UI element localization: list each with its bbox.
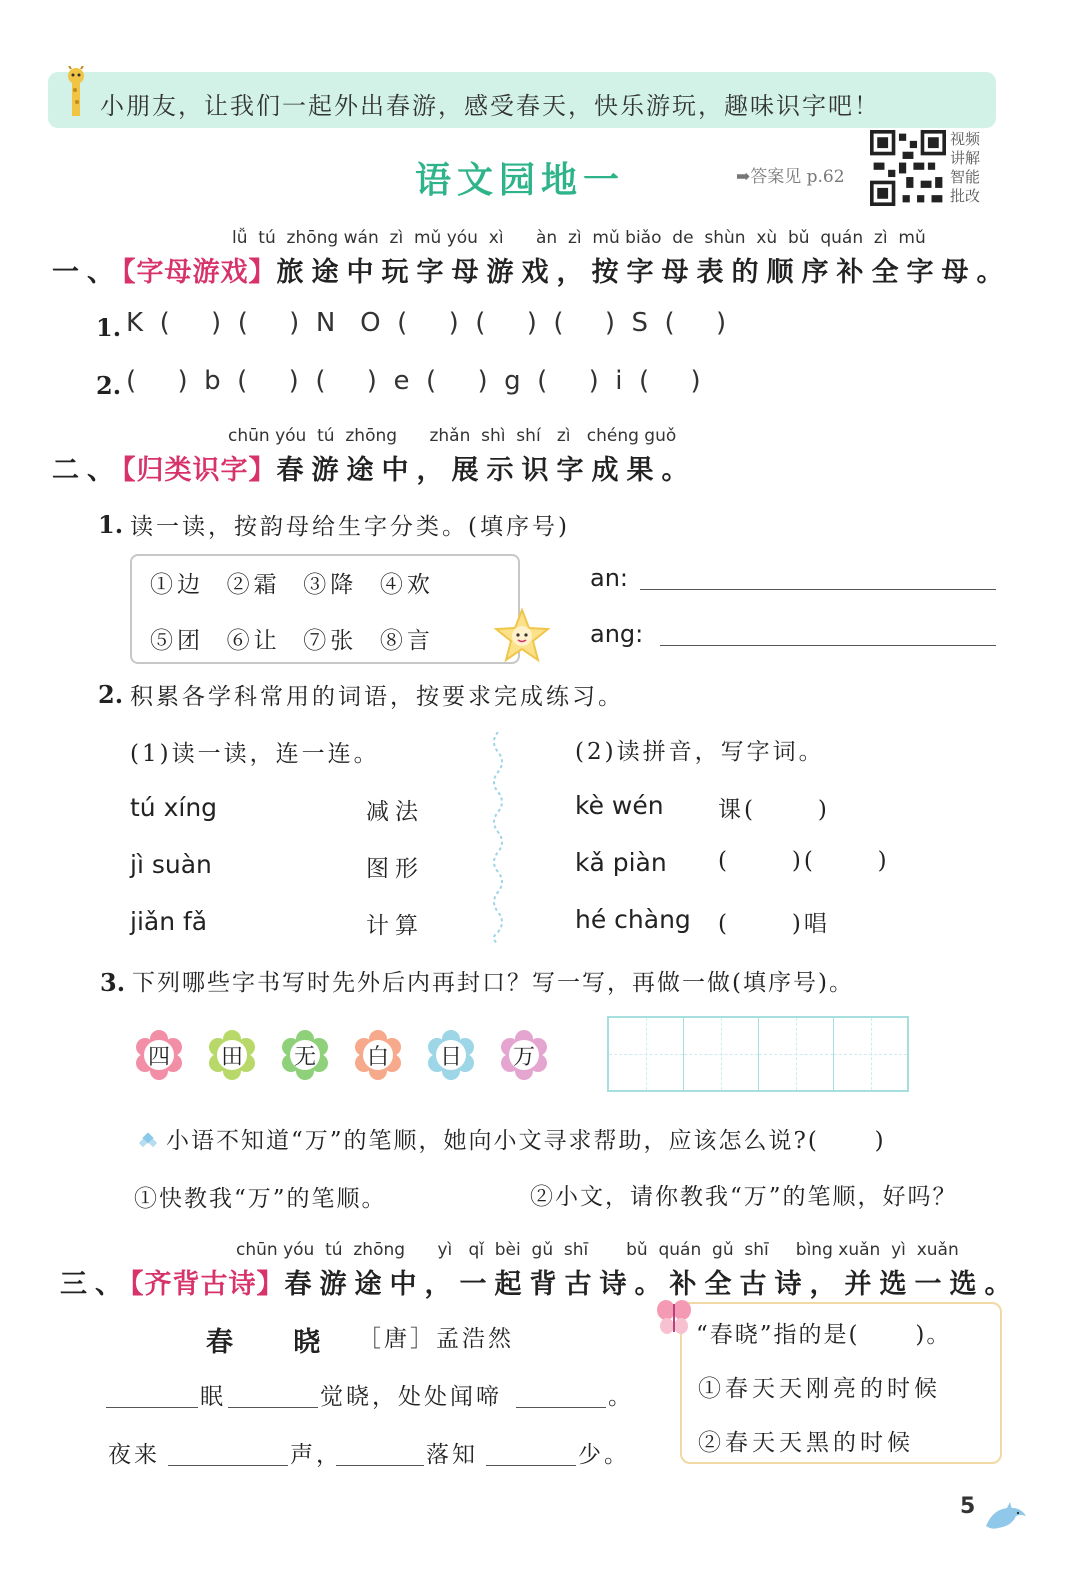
poem-blank-5[interactable] — [336, 1465, 424, 1466]
qr-label: 视频讲解 智能批改 — [950, 130, 981, 205]
q2-part1-heading: (1)读一读，连一连。 — [130, 741, 380, 767]
letter-row-1[interactable]: K ( ) ( ) N O ( ) ( ) ( ) S ( ) — [126, 308, 727, 338]
row1-number: 1. — [96, 313, 122, 342]
section2-number: 二、 — [52, 455, 122, 486]
butterfly-icon — [656, 1298, 692, 1336]
flower-ri[interactable]: 日 — [426, 1030, 476, 1084]
flower-tian[interactable]: 田 — [207, 1030, 257, 1084]
poem-line2-part2: 声， — [290, 1442, 342, 1468]
choice-option-2[interactable]: ②春天天黑的时候 — [698, 1430, 914, 1456]
poem-blank-2[interactable] — [228, 1407, 318, 1408]
q3-text: 下列哪些字书写时先外后内再封口？写一写，再做一做(填序号)。 — [132, 970, 854, 996]
ang-label: ang: — [590, 620, 644, 648]
section3-heading — [60, 1262, 1020, 1301]
answer-reference: ➡答案见 p.62 — [736, 167, 845, 187]
pinyin-kewen: kè wén — [575, 791, 664, 820]
pinyin-jianfa[interactable]: jiǎn fǎ — [130, 907, 208, 936]
page-title: 语文园地一 — [415, 160, 626, 201]
poem-blank-1[interactable] — [106, 1407, 198, 1408]
dolphin-icon — [984, 1500, 1028, 1534]
poem-line1-part3: 。 — [608, 1384, 634, 1410]
poem-line1-part1: 眠 — [200, 1384, 226, 1410]
poem-blank-6[interactable] — [486, 1465, 576, 1466]
poem-line2-part3: 落知 — [426, 1442, 478, 1468]
row2-number: 2. — [96, 371, 122, 400]
flower-characters — [134, 1030, 564, 1090]
grid-cell[interactable] — [684, 1018, 759, 1090]
an-answer-line[interactable] — [640, 589, 996, 590]
choice-question: “春晓”指的是( )。 — [696, 1322, 952, 1348]
q1-number: 1. — [98, 510, 124, 539]
q1-text: 读一读，按韵母给生字分类。(填序号) — [130, 514, 570, 540]
poem-line1-part2: 觉晓，处处闻啼 — [320, 1384, 502, 1410]
diamond-bullet-icon — [138, 1132, 158, 1152]
pinyin-hechang: hé chàng — [575, 905, 691, 934]
poem-line2-part1: 夜来 — [108, 1442, 160, 1468]
poem-title: 春 晓 — [206, 1327, 329, 1358]
character-row-1: ①边 ②霜 ③降 ④欢 — [150, 572, 434, 598]
grid-cell[interactable] — [834, 1018, 907, 1090]
section2-text: 春游途中，展示识字成果。 — [276, 455, 697, 486]
option-2[interactable]: ②小文，请你教我“万”的笔顺，好吗？ — [530, 1184, 958, 1210]
section2-pinyin: chūn yóu tú zhōng zhǎn shì shí zì chéng guǒ — [228, 426, 677, 446]
flower-wan[interactable]: 万 — [499, 1030, 549, 1084]
section1-heading — [52, 250, 1012, 289]
section1-number: 一、 — [52, 257, 122, 288]
writing-grid[interactable] — [607, 1016, 909, 1092]
section1-pinyin: lǚ tú zhōng wán zì mǔ yóu xì àn zì mǔ biǎo de shùn xù bǔ quán zì mǔ — [232, 228, 926, 248]
fill-kewen[interactable]: 课( ) — [718, 797, 830, 823]
fill-hechang[interactable]: ( )唱 — [718, 911, 830, 937]
option-1[interactable]: ①快教我“万”的笔顺。 — [134, 1186, 387, 1212]
star-mascot-icon — [494, 608, 550, 664]
section1-text: 旅途中玩字母游戏，按字母表的顺序补全字母。 — [276, 257, 1012, 288]
q3-number: 3. — [100, 968, 126, 997]
fill-kapian[interactable]: ( )( ) — [718, 848, 890, 874]
section3-number: 三、 — [60, 1269, 130, 1300]
banner-text: 小朋友，让我们一起外出春游，感受春天，快乐游玩，趣味识字吧！ — [100, 92, 880, 120]
character-row-2: ⑤团 ⑥让 ⑦张 ⑧言 — [150, 628, 434, 654]
word-jianfa[interactable]: 减法 — [366, 799, 424, 825]
section3-text: 春游途中，一起背古诗。补全古诗，并选一选。 — [284, 1269, 1020, 1300]
word-jisuan[interactable]: 计算 — [366, 913, 424, 939]
section3-tag: 【齐背古诗】 — [130, 1269, 285, 1300]
q2-text: 积累各学科常用的词语，按要求完成练习。 — [130, 684, 624, 710]
flower-si[interactable]: 四 — [134, 1030, 184, 1084]
divider-vine — [488, 732, 508, 944]
letter-row-2[interactable]: ( ) b ( ) ( ) e ( ) g ( ) i ( ) — [126, 366, 701, 396]
page-number: 5 — [960, 1494, 976, 1519]
pinyin-kapian: kǎ piàn — [575, 848, 667, 877]
giraffe-icon — [58, 66, 94, 122]
an-label: an: — [590, 564, 629, 592]
word-tuxing[interactable]: 图形 — [366, 856, 424, 882]
section3-pinyin: chūn yóu tú zhōng yì qǐ bèi gǔ shī bǔ quán gǔ shī bìng xuǎn yì xuǎn — [236, 1240, 959, 1260]
grid-cell[interactable] — [759, 1018, 834, 1090]
poem-line2-part4: 少。 — [578, 1442, 630, 1468]
q4-text: 小语不知道“万”的笔顺，她向小文寻求帮助，应该怎么说?( ) — [166, 1128, 886, 1154]
choice-option-1[interactable]: ①春天天刚亮的时候 — [698, 1376, 941, 1402]
pinyin-jisuan[interactable]: jì suàn — [130, 850, 212, 879]
section2-heading — [52, 448, 697, 487]
section1-tag: 【字母游戏】 — [122, 257, 277, 288]
flower-bai[interactable]: 白 — [353, 1030, 403, 1084]
section2-tag: 【归类识字】 — [122, 455, 277, 486]
poem-blank-3[interactable] — [516, 1407, 606, 1408]
q2-part2-heading: (2)读拼音，写字词。 — [575, 739, 825, 765]
ang-answer-line[interactable] — [660, 645, 996, 646]
poem-blank-4[interactable] — [168, 1465, 288, 1466]
qr-code-icon[interactable] — [870, 130, 946, 206]
grid-cell[interactable] — [609, 1018, 684, 1090]
poem-author: ［唐］孟浩然 — [358, 1326, 514, 1352]
pinyin-tuxing[interactable]: tú xíng — [130, 793, 218, 822]
q2-number: 2. — [98, 680, 124, 709]
flower-wu[interactable]: 无 — [280, 1030, 330, 1084]
